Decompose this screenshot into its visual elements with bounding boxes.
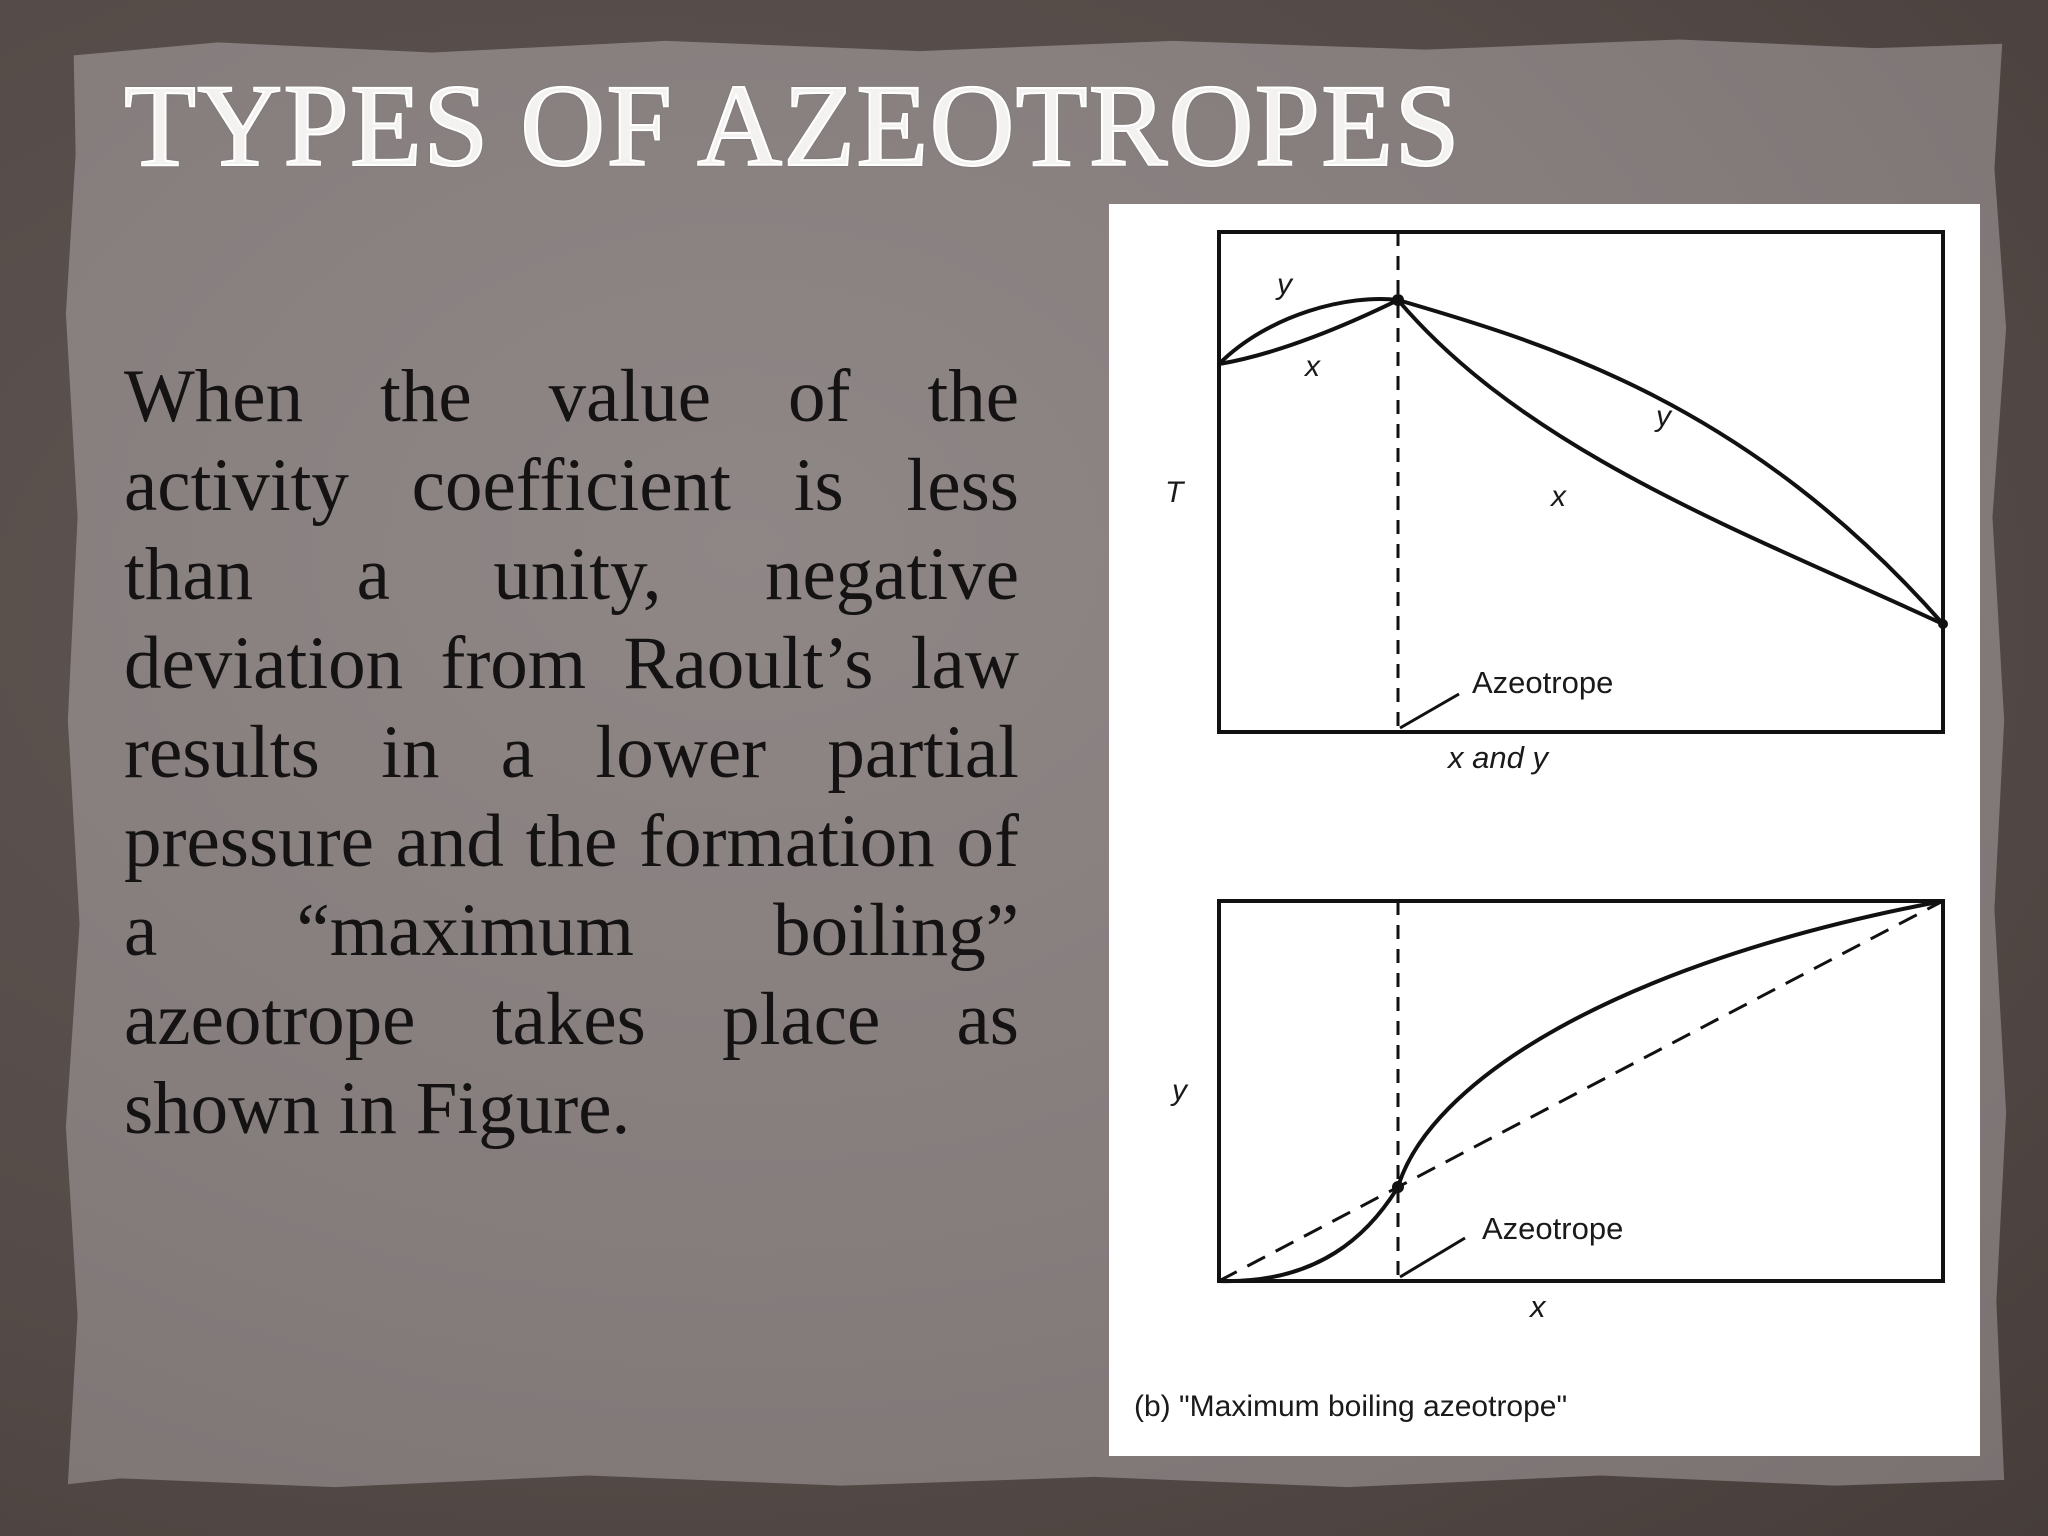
txy-azeotrope-point — [1392, 294, 1404, 306]
xy-y-axis-label: y — [1172, 1074, 1187, 1107]
txy-right-liquid-curve — [1398, 300, 1943, 624]
txy-x-axis-label: x and y — [1448, 740, 1548, 775]
body-paragraph: When the value of the activity coefficient is less than a unity, negative deviation from Raoult’s law results in a lower partial pressure and the formation of a “maximum boiling” azeotrope takes place as shown in Figure. — [124, 355, 1019, 1150]
xy-x-axis-label: x — [1530, 1289, 1546, 1324]
phase-diagram-svg — [1109, 204, 1980, 1456]
xy-azeotrope-pointer — [1400, 1238, 1465, 1277]
txy-right-vapor-curve — [1398, 300, 1943, 624]
txy-pure-component-point — [1938, 619, 1948, 629]
xy-azeotrope-label: Azeotrope — [1482, 1211, 1624, 1246]
phase-diagram-figure — [1109, 204, 1980, 1456]
txy-right-vapor-label: y — [1656, 400, 1671, 433]
xy-azeotrope-point — [1392, 1181, 1404, 1193]
txy-diagram — [1219, 232, 1943, 732]
txy-left-liquid-label: x — [1305, 350, 1320, 383]
figure-caption: (b) "Maximum boiling azeotrope" — [1134, 1390, 1568, 1423]
txy-left-vapor-label: y — [1277, 268, 1292, 301]
txy-azeotrope-label: Azeotrope — [1472, 665, 1614, 700]
txy-right-liquid-label: x — [1551, 480, 1566, 513]
slide-title: TYPES OF AZEOTROPES — [124, 60, 1461, 191]
txy-y-axis-label: T — [1165, 476, 1184, 509]
txy-azeotrope-pointer — [1400, 694, 1459, 728]
